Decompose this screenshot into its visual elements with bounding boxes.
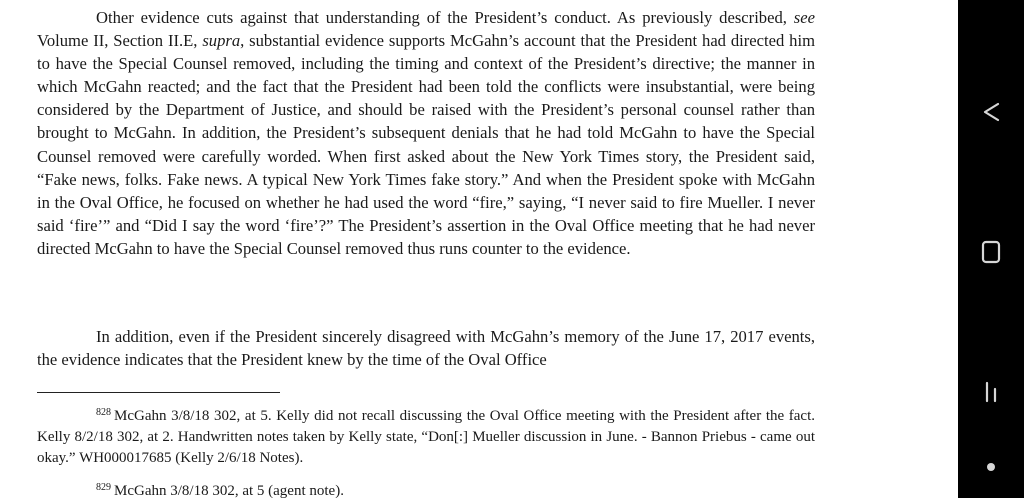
para1-text-3: , substantial evidence supports McGahn’s account that the President had directed him to have the Special Counsel removed, including the timing and context of the President’s directive; the manner in which McGahn reacted; and the fact that the President had been told the conflicts were insubstantial, were being considered by the Department of Justice, and should be raised with the President’s personal counsel rather than brought to McGahn. In addition, the President’s subsequent denials that he had told McGahn to have the Special Counsel removed were carefully worded. When first asked about the New York Times story, the President said, “Fake news, folks. Fake news. A typical New York Times fake story.” And when the President spoke with McGahn in the Oval Office, he focused on whether he had used the word “fire,” saying, “I never said to fire Mueller. I never said ‘fire’” and “Did I say the word ‘fire’?” The President’s assertion in the Oval Office meeting that he had never directed McGahn to have the Special Counsel removed thus runs counter to the evidence.	[37, 31, 815, 258]
para1-text-2: Volume II, Section II.E,	[37, 31, 203, 51]
home-icon	[979, 239, 1003, 265]
footnote-number: 828	[96, 407, 111, 418]
para2-text: In addition, even if the President sincerely disagreed with McGahn’s memory of the June 17, 2017 events, the evidence indicates that the President knew by the time of the Oval Office	[37, 327, 815, 370]
para1-text-1: Other evidence cuts against that understanding of the President’s conduct. As previously described,	[96, 8, 794, 27]
body-paragraph-2	[37, 325, 815, 371]
system-navigation-bar	[958, 0, 1024, 498]
nav-dot-button[interactable]	[969, 445, 1013, 489]
footnote-text: McGahn 3/8/18 302, at 5. Kelly did not recall discussing the Oval Office meeting with the President after the fact. Kelly 8/2/18 302, at 2. Handwritten notes taken by Kelly state, “Don[:] Mueller discussion in June. - Bannon Priebus - came out okay.” WH000017685 (Kelly 2/6/18 Notes).	[37, 408, 815, 466]
dot-icon	[985, 461, 997, 473]
footnote-text: McGahn 3/8/18 302, at 5 (agent note).	[114, 483, 344, 498]
para1-supra: supra	[202, 31, 241, 51]
recent-apps-button[interactable]	[969, 370, 1013, 414]
back-icon	[978, 99, 1004, 125]
footnote-829	[37, 477, 815, 498]
recent-apps-icon	[978, 379, 1004, 405]
footnote-828	[37, 402, 815, 469]
body-paragraph-1	[37, 6, 815, 260]
home-button[interactable]	[969, 230, 1013, 274]
back-button[interactable]	[969, 90, 1013, 134]
para1-see: see	[793, 8, 815, 27]
footnote-divider	[37, 392, 280, 393]
footnote-number: 829	[96, 482, 111, 493]
